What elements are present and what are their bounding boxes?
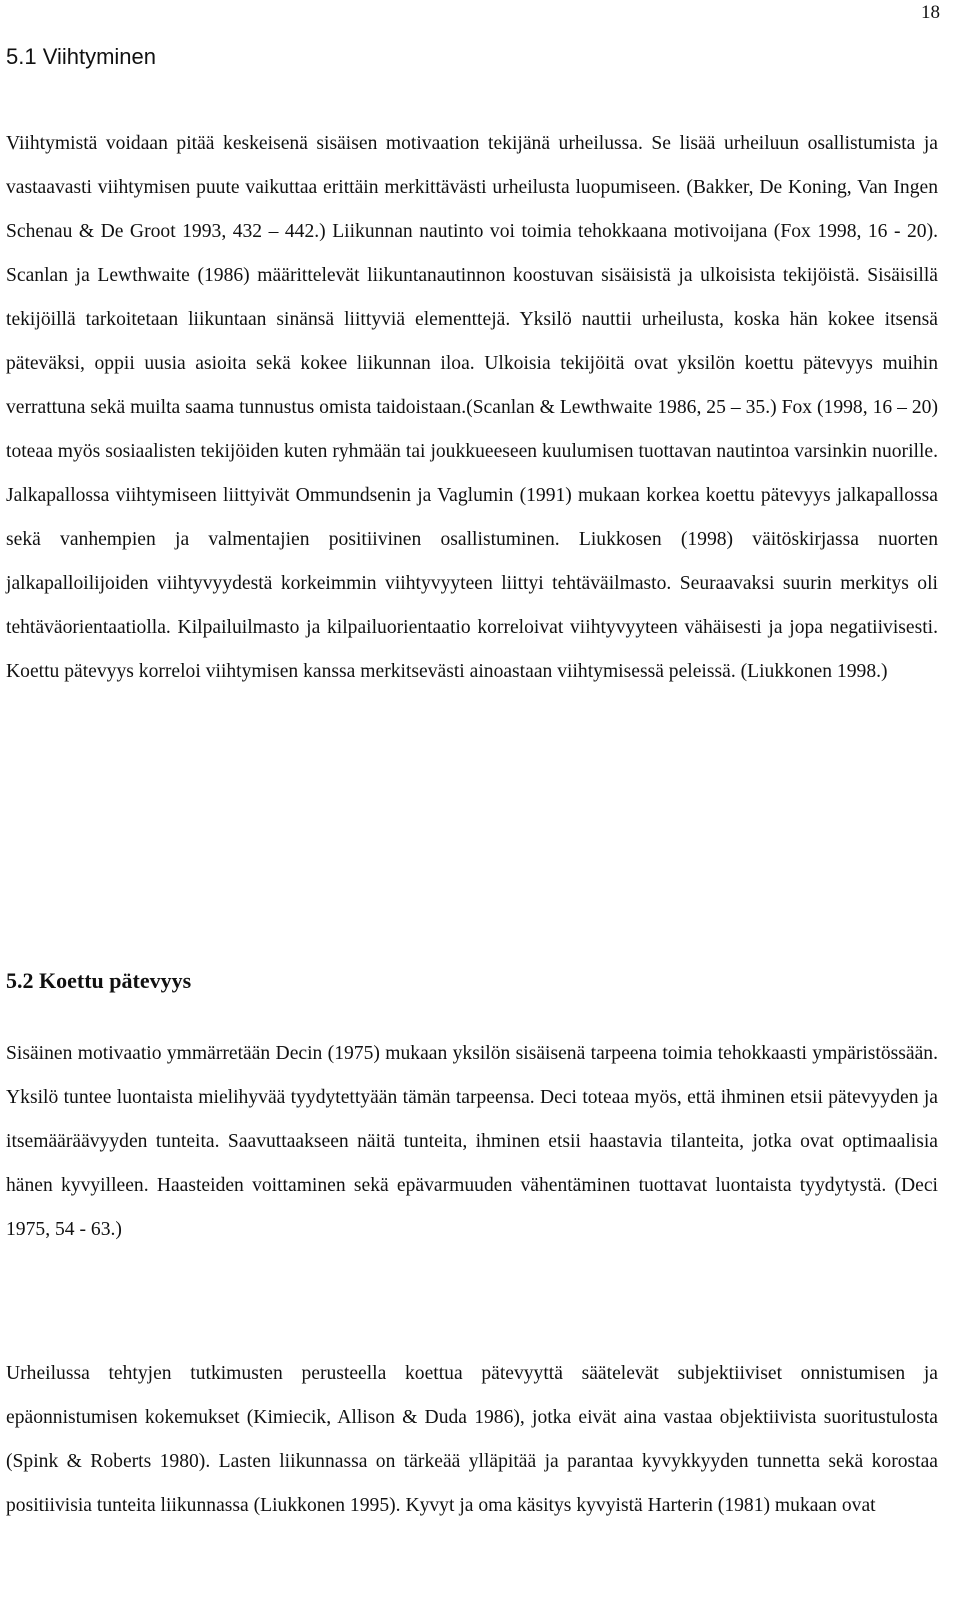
section-paragraph-urheilussa: Urheilussa tehtyjen tutkimusten perusteella koettua pätevyyttä säätelevät subjektiiviset onnistumisen ja epäonnistumisen kokemukset (Kimiecik, Allison & Duda 1986), jotka eivät aina vastaa objektiivista suoritustulosta (Spink & Roberts 1980). Lasten liikunnassa on tärkeää ylläpitää ja parantaa kyvykkyyden tunnetta sekä korostaa positiivisia tunteita liikunnassa (Liukkonen 1995). Kyvyt ja oma käsitys kyvyistä Harterin (1981) mukaan ovat: [6, 1363, 938, 1516]
section-paragraph-sisainen-motivaatio: Sisäinen motivaatio ymmärretään Decin (1975) mukaan yksilön sisäisenä tarpeena toimia tehokkaasti ympäristössään. Yksilö tuntee luontaista mielihyvää tyydytettyään tämän tarpeensa. Deci toteaa myös, että ihminen etsii pätevyyden ja itsemääräävyyden tunteita. Saavuttaakseen näitä tunteita, ihminen etsii haastavia tilanteita, jotka ovat optimaalisia hänen kyvyilleen. Haasteiden voittaminen sekä epävarmuuden vähentäminen tuottavat luontaista tyydytystä. (Deci 1975, 54 - 63.): [6, 1043, 938, 1240]
section-paragraph-viihtyminen: Viihtymistä voidaan pitää keskeisenä sisäisen motivaation tekijänä urheilussa. Se lisää urheiluun osallistumista ja vastaavasti viihtymisen puute vaikuttaa erittäin merkittävästi urheilusta luopumiseen. (Bakker, De Koning, Van Ingen Schenau & De Groot 1993, 432 – 442.) Liikunnan nautinto voi toimia tehokkaana motivoijana (Fox 1998, 16 - 20). Scanlan ja Lewthwaite (1986) määrittelevät liikuntanautinnon koostuvan sisäisistä ja ulkoisista tekijöistä. Sisäisillä tekijöillä tarkoitetaan liikuntaan sinänsä liittyviä elementtejä. Yksilö nauttii urheilusta, koska hän kokee itsensä päteväksi, oppii uusia asioita sekä kokee liikunnan iloa. Ulkoisia tekijöitä ovat yksilön koettu pätevyys muihin verrattuna sekä muilta saama tunnustus omista taidoistaan.(Scanlan & Lewthwaite 1986, 25 – 35.) Fox (1998, 16 – 20) toteaa myös sosiaalisten tekijöiden kuten ryhmään tai joukkueeseen kuulumisen tuottavan nautintoa varsinkin nuorille. Jalkapallossa viihtymiseen liittyivät Ommundsenin ja Vaglumin (1991) mukaan korkea koettu pätevyys jalkapallossa sekä vanhempien ja valmentajien positiivinen osallistuminen. Liukkosen (1998) väitöskirjassa nuorten jalkapalloilijoiden viihtyvyydestä korkeimmin viihtyvyyteen liittyi tehtäväilmasto. Seuraavaksi suurin merkitys oli tehtäväorientaatiolla. Kilpailuilmasto ja kilpailuorientaatio korreloivat viihtyvyyteen vähäisesti ja jopa negatiivisesti. Koettu pätevyys korreloi viihtymisen kanssa merkitsevästi ainoastaan viihtymisessä peleissä. (Liukkonen 1998.): [6, 133, 938, 682]
page-number: 18: [921, 2, 940, 23]
section-heading-viihtyminen: 5.1 Viihtyminen: [6, 44, 157, 69]
section-heading-koettu-patevyys: 5.2 Koettu pätevyys: [6, 968, 192, 993]
